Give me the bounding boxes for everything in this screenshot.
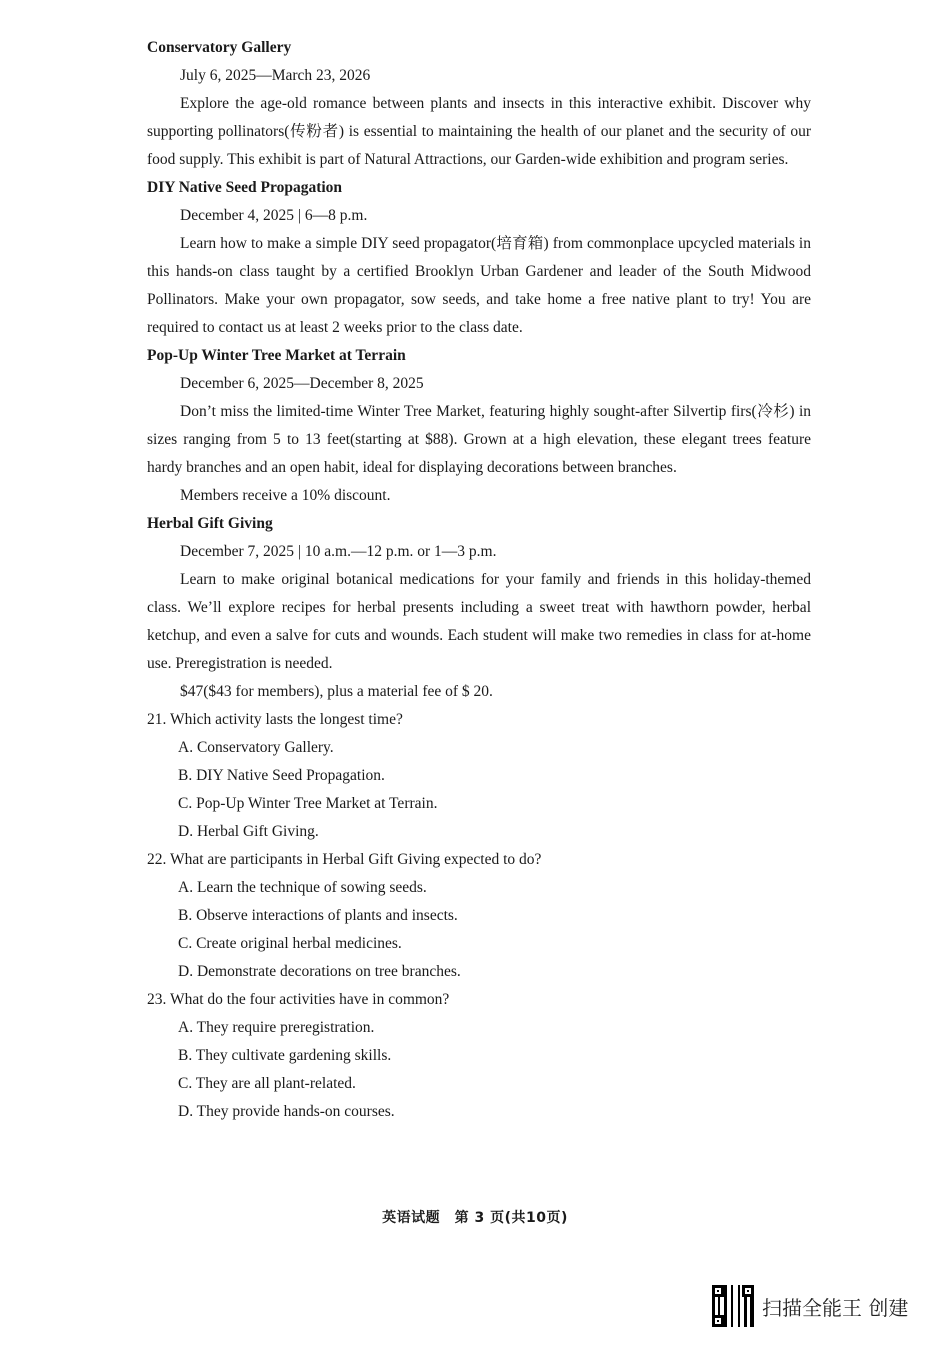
event-note: Members receive a 10% discount. <box>180 487 391 504</box>
option-b: B. DIY Native Seed Propagation. <box>178 767 385 784</box>
scanner-watermark <box>712 1284 908 1328</box>
page-footer: 英语试题 第 3 页(共10页) <box>382 1210 568 1226</box>
question-21 <box>147 706 811 846</box>
option-c: C. They are all plant-related. <box>178 1075 356 1092</box>
event-description: Learn how to make a simple DIY seed propagator(培育箱) from commonplace upcycled materials in this hands-on class taught by a certified Brooklyn Urban Gardener and leader of the South Midwood Pollinators. Make your own propagator, sow seeds, and take home a free native plant to try! You are required to contact us at least 2 weeks prior to the class date. <box>147 235 811 336</box>
option-d: D. Demonstrate decorations on tree branches. <box>178 963 461 980</box>
option-a: A. Conservatory Gallery. <box>178 739 334 756</box>
event-date: December 7, 2025 | 10 a.m.—12 p.m. or 1—3 p.m. <box>180 543 497 560</box>
question-23 <box>147 986 811 1126</box>
option-a: A. They require preregistration. <box>178 1019 375 1036</box>
event-title: Conservatory Gallery <box>147 39 292 56</box>
option-a: A. Learn the technique of sowing seeds. <box>178 879 427 896</box>
event-date: December 4, 2025 | 6—8 p.m. <box>180 207 368 224</box>
event-description: Don’t miss the limited-time Winter Tree Market, featuring highly sought-after Silvertip firs(冷杉) in sizes ranging from 5 to 13 feet(starting at $88). Grown at a high elevation, these elegant trees feature hardy branches and an open habit, ideal for displaying decorations between branches. <box>147 403 811 476</box>
question-stem: 21. Which activity lasts the longest time? <box>147 711 403 728</box>
watermark-text: 扫描全能王 创建 <box>762 1295 909 1320</box>
event-title: Herbal Gift Giving <box>147 515 273 532</box>
event-conservatory-gallery <box>147 34 811 174</box>
page-content <box>147 34 811 1126</box>
option-d: D. Herbal Gift Giving. <box>178 823 319 840</box>
event-description: Learn to make original botanical medications for your family and friends in this holiday-themed class. We’ll explore recipes for herbal presents including a sweet treat with hawthorn powder, herbal ketchup, and even a salve for cuts and wounds. Each student will make two remedies in class for at-home use. Preregistration is needed. <box>147 571 811 672</box>
event-title: Pop-Up Winter Tree Market at Terrain <box>147 347 406 364</box>
option-b: B. They cultivate gardening skills. <box>178 1047 392 1064</box>
event-description: Explore the age-old romance between plants and insects in this interactive exhibit. Discover why supporting pollinators(传粉者) is essential to maintaining the health of our planet and the security of our food supply. This exhibit is part of Natural Attractions, our Garden-wide exhibition and program series. <box>147 95 811 168</box>
event-date: December 6, 2025—December 8, 2025 <box>180 375 424 392</box>
question-22 <box>147 846 811 986</box>
event-diy-seed-propagation <box>147 174 811 342</box>
event-price: $47($43 for members), plus a material fee of $ 20. <box>180 683 493 700</box>
qr-code-icon <box>712 1285 754 1327</box>
option-b: B. Observe interactions of plants and insects. <box>178 907 458 924</box>
event-winter-tree-market <box>147 342 811 510</box>
question-stem: 23. What do the four activities have in common? <box>147 991 450 1008</box>
question-stem: 22. What are participants in Herbal Gift Giving expected to do? <box>147 851 542 868</box>
event-herbal-gift-giving <box>147 510 811 706</box>
option-c: C. Pop-Up Winter Tree Market at Terrain. <box>178 795 438 812</box>
option-c: C. Create original herbal medicines. <box>178 935 402 952</box>
option-d: D. They provide hands-on courses. <box>178 1103 395 1120</box>
event-title: DIY Native Seed Propagation <box>147 179 343 196</box>
event-date: July 6, 2025—March 23, 2026 <box>180 67 371 84</box>
